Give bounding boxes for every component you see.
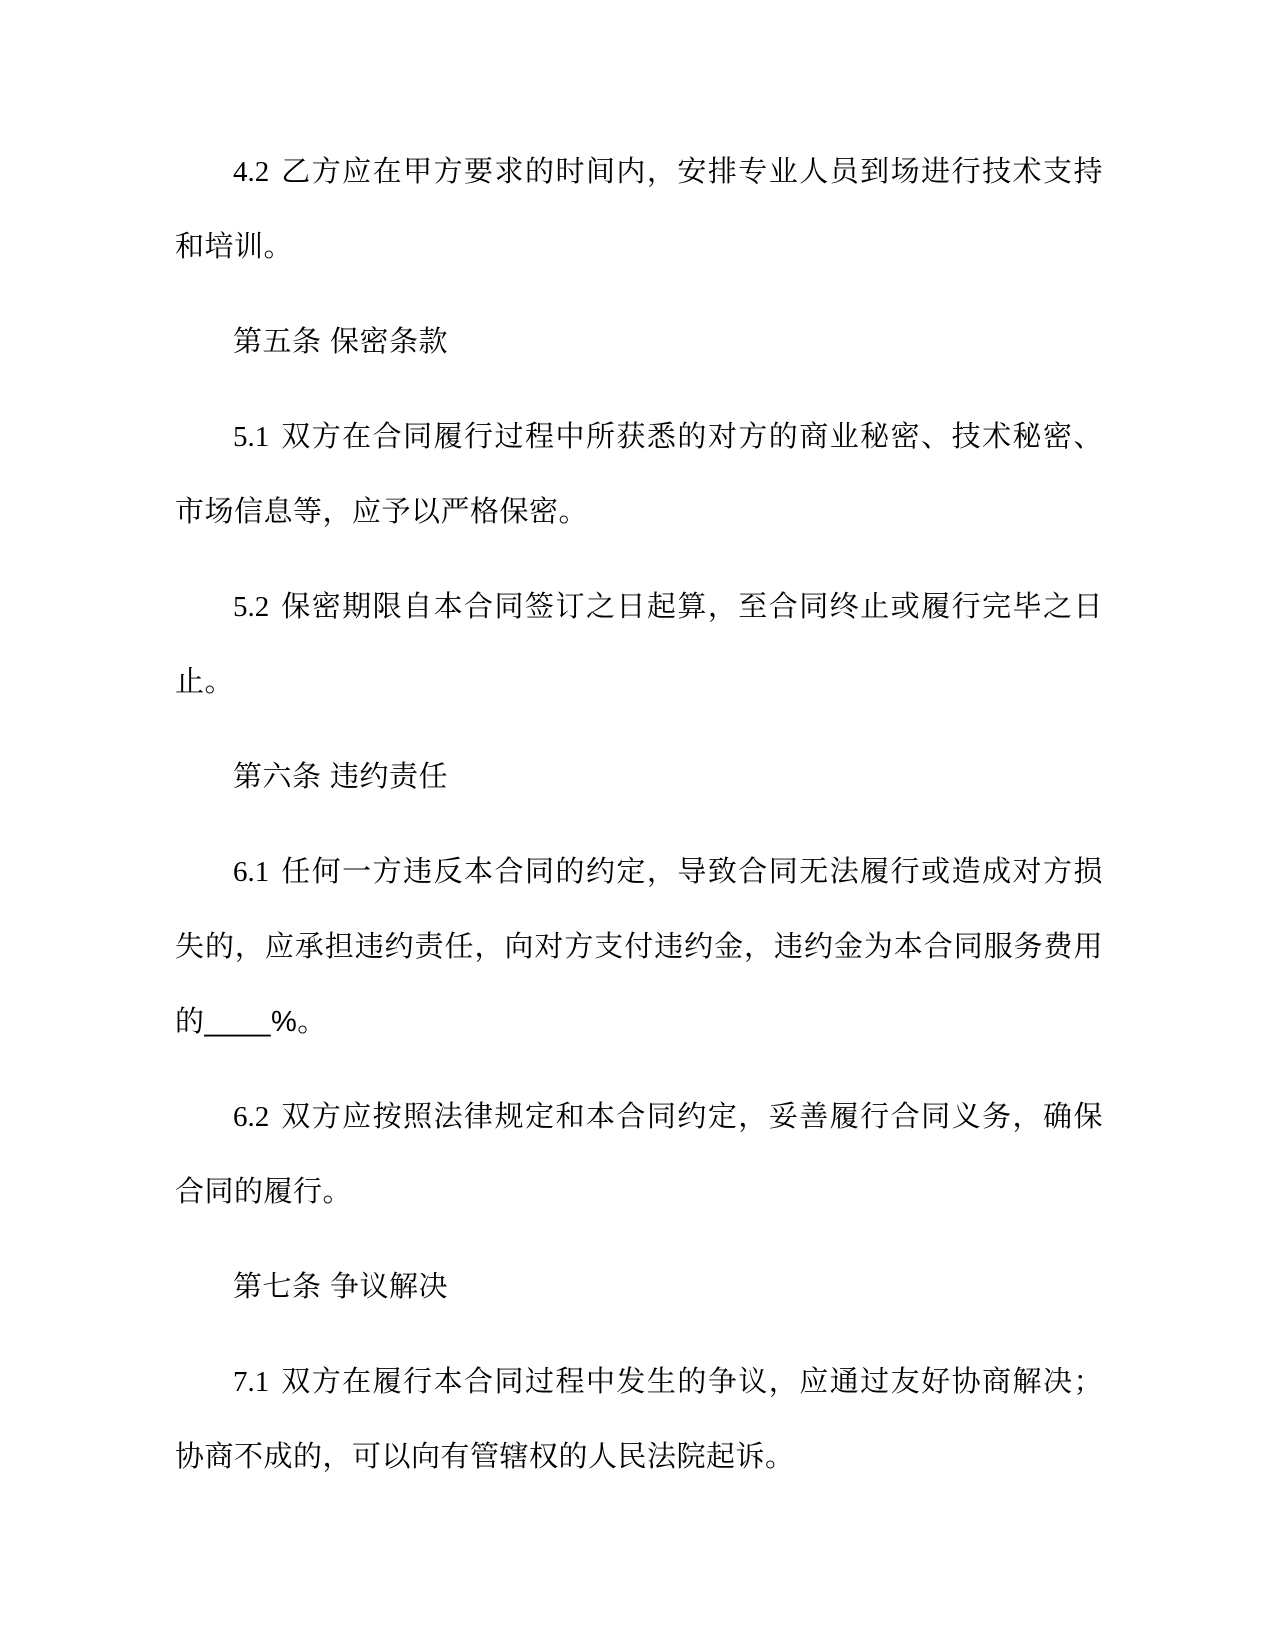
clause-5-2 (175, 570, 1103, 720)
clause-number: 4.2 (233, 156, 270, 188)
clause-number: 7.1 (233, 1366, 270, 1398)
clause-text: 双方在合同履行过程中所获悉的对方的商业秘密、技术秘密、市场信息等，应予以严格保密。 (175, 421, 1103, 528)
clause-text: 任何一方违反本合同的约定，导致合同无法履行或造成对方损失的，应承担违约责任，向对方支付违约金，违约金为本合同服务费用的____%。 (175, 856, 1103, 1038)
heading-article-5 (175, 305, 1103, 380)
clause-text: 双方在履行本合同过程中发生的争议，应通过友好协商解决；协商不成的，可以向有管辖权的人民法院起诉。 (175, 1366, 1103, 1473)
heading-text: 第六条 违约责任 (233, 761, 449, 793)
clause-text: 乙方应在甲方要求的时间内，安排专业人员到场进行技术支持和培训。 (175, 156, 1103, 263)
clause-7-1 (175, 1345, 1103, 1495)
clause-6-2 (175, 1080, 1103, 1230)
clause-4-2 (175, 135, 1103, 285)
clause-text: 双方应按照法律规定和本合同约定，妥善履行合同义务，确保合同的履行。 (175, 1101, 1103, 1208)
heading-text: 第五条 保密条款 (233, 326, 449, 358)
clause-text: 保密期限自本合同签订之日起算，至合同终止或履行完毕之日止。 (175, 591, 1103, 698)
clause-number: 6.1 (233, 856, 270, 888)
heading-text: 第七条 争议解决 (233, 1271, 449, 1303)
heading-article-7 (175, 1250, 1103, 1325)
heading-article-6 (175, 740, 1103, 815)
clause-number: 5.2 (233, 591, 270, 623)
clause-number: 6.2 (233, 1101, 270, 1133)
clause-number: 5.1 (233, 421, 270, 453)
clause-5-1 (175, 400, 1103, 550)
clause-6-1 (175, 835, 1103, 1060)
